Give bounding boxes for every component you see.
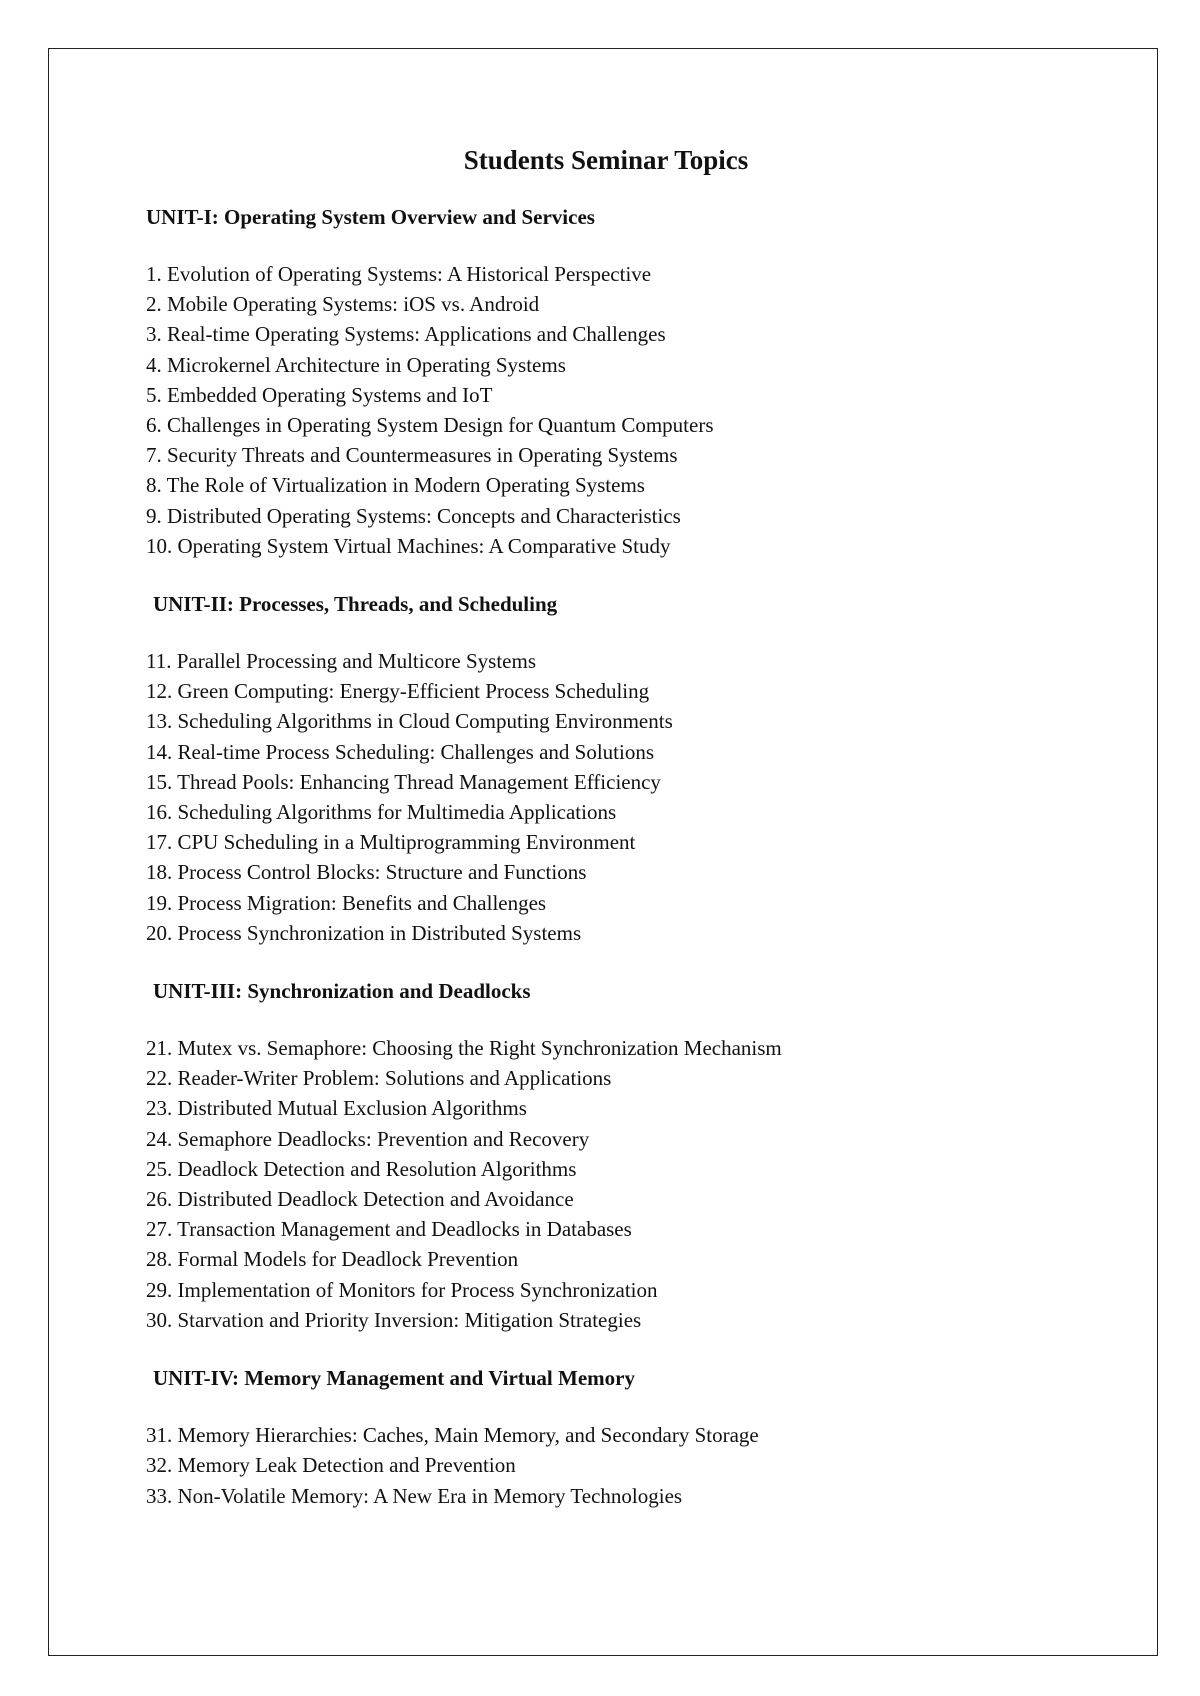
topic-item: 13. Scheduling Algorithms in Cloud Computing Environments [146, 709, 673, 734]
topic-item: 7. Security Threats and Countermeasures in Operating Systems [146, 443, 678, 468]
topic-item: 23. Distributed Mutual Exclusion Algorithms [146, 1096, 527, 1121]
topic-item: 18. Process Control Blocks: Structure and Functions [146, 860, 587, 885]
topic-list [146, 1420, 1126, 1511]
unit-section-1 [146, 202, 1126, 561]
topic-item: 26. Distributed Deadlock Detection and Avoidance [146, 1187, 574, 1212]
topic-item: 2. Mobile Operating Systems: iOS vs. Android [146, 292, 540, 317]
topic-item: 33. Non-Volatile Memory: A New Era in Memory Technologies [146, 1483, 683, 1508]
unit-heading: UNIT-II: Processes, Threads, and Scheduling [153, 592, 558, 617]
topic-item: 9. Distributed Operating Systems: Concepts and Characteristics [146, 503, 681, 528]
topic-list [146, 1033, 1126, 1335]
unit-section-4 [146, 1363, 1126, 1511]
topic-item: 5. Embedded Operating Systems and IoT [146, 382, 493, 407]
unit-heading: UNIT-I: Operating System Overview and Services [146, 205, 595, 229]
topic-item: 28. Formal Models for Deadlock Prevention [146, 1247, 519, 1272]
topic-list [146, 646, 1126, 948]
topic-item: 16. Scheduling Algorithms for Multimedia Applications [146, 800, 617, 825]
unit-heading: UNIT-IV: Memory Management and Virtual Memory [153, 1366, 635, 1391]
topic-item: 17. CPU Scheduling in a Multiprogramming Environment [146, 830, 636, 855]
topic-item: 8. The Role of Virtualization in Modern Operating Systems [146, 473, 645, 498]
topic-item: 24. Semaphore Deadlocks: Prevention and Recovery [146, 1126, 590, 1151]
topic-item: 29. Implementation of Monitors for Process Synchronization [146, 1277, 658, 1302]
topic-item: 27. Transaction Management and Deadlocks in Databases [146, 1217, 632, 1242]
topic-item: 20. Process Synchronization in Distributed Systems [146, 920, 582, 945]
unit-section-3 [146, 976, 1126, 1335]
topic-item: 6. Challenges in Operating System Design for Quantum Computers [146, 413, 714, 438]
unit-heading: UNIT-III: Synchronization and Deadlocks [153, 979, 531, 1004]
topic-item: 11. Parallel Processing and Multicore Systems [146, 649, 536, 674]
topic-item: 25. Deadlock Detection and Resolution Algorithms [146, 1156, 577, 1181]
topic-item: 30. Starvation and Priority Inversion: Mitigation Strategies [146, 1307, 642, 1332]
topic-item: 10. Operating System Virtual Machines: A Comparative Study [146, 533, 671, 558]
topic-list [146, 259, 1126, 561]
topic-item: 12. Green Computing: Energy-Efficient Process Scheduling [146, 679, 650, 704]
topic-item: 4. Microkernel Architecture in Operating Systems [146, 352, 566, 377]
topic-item: 31. Memory Hierarchies: Caches, Main Memory, and Secondary Storage [146, 1423, 759, 1448]
topic-item: 22. Reader-Writer Problem: Solutions and Applications [146, 1066, 612, 1091]
topic-item: 1. Evolution of Operating Systems: A Historical Perspective [146, 262, 652, 286]
unit-section-2 [146, 589, 1126, 948]
topic-item: 14. Real-time Process Scheduling: Challenges and Solutions [146, 739, 655, 764]
topic-item: 3. Real-time Operating Systems: Applications and Challenges [146, 322, 666, 347]
page-title: Students Seminar Topics [463, 145, 749, 175]
document-body [146, 140, 1126, 1539]
topic-item: 15. Thread Pools: Enhancing Thread Management Efficiency [146, 769, 661, 794]
topic-item: 21. Mutex vs. Semaphore: Choosing the Right Synchronization Mechanism [146, 1036, 782, 1061]
topic-item: 19. Process Migration: Benefits and Challenges [146, 890, 547, 915]
topic-item: 32. Memory Leak Detection and Prevention [146, 1453, 516, 1478]
